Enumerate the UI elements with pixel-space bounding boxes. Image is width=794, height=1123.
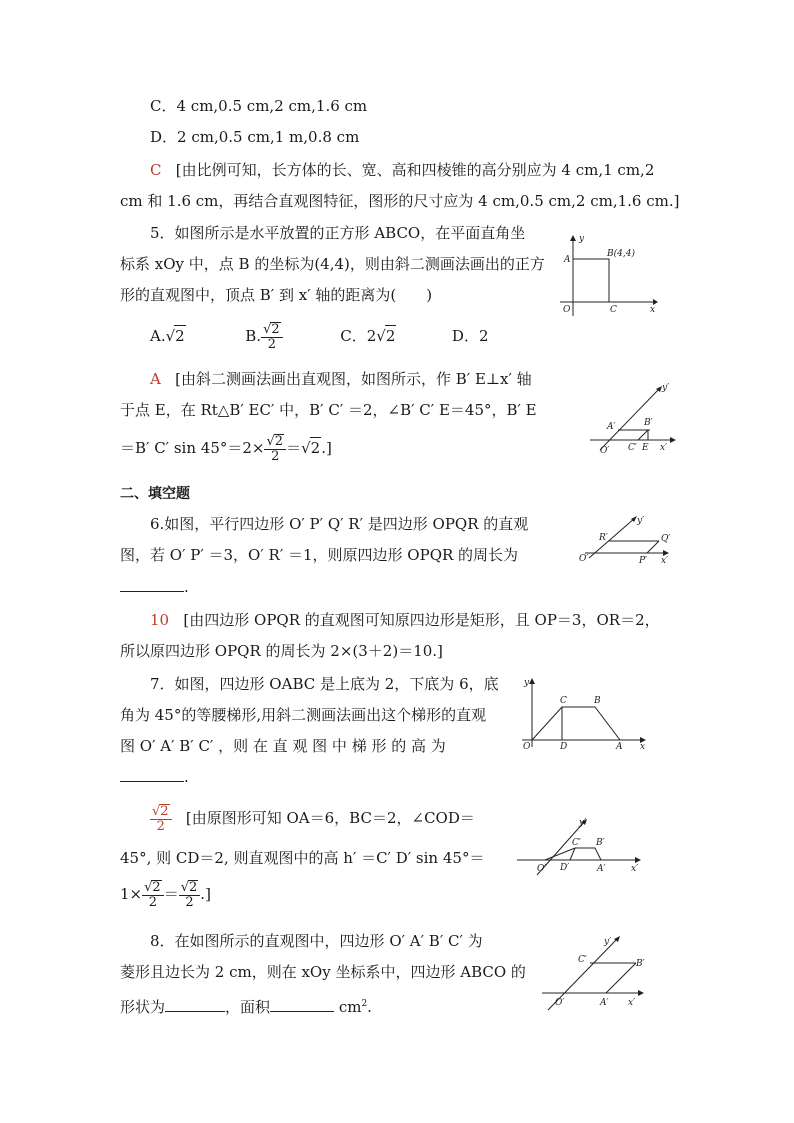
axis-label-x: x [640, 742, 646, 750]
figure-square-abco [555, 232, 660, 320]
point-label-a: A′ [597, 864, 606, 874]
point-label-o: O′ [537, 864, 547, 874]
option-a: A.√2 [150, 327, 185, 345]
axis-label-x: x′ [631, 864, 639, 874]
figure-trapezoid-oabc [520, 675, 650, 750]
question-8-line-2: 菱形且边长为 2 cm，则在 xOy 坐标系中，四边形 ABCO 的 [120, 963, 526, 981]
question-7-line-3: 图 O′ A′ B′ C′ ，则 在 直 观 图 中 梯 形 的 高 为 [120, 737, 446, 755]
question-7-line-4: . [120, 767, 189, 787]
point-label-o: O [523, 742, 531, 750]
question-5-line-1: 5．如图所示是水平放置的正方形 ABCO，在平面直角坐 [150, 224, 526, 242]
figure-oblique-square [590, 380, 680, 458]
figure-parallelogram-opqr [577, 513, 672, 568]
answer-value: $\frac{√2}{2}$ [150, 804, 172, 834]
point-label-o: O′ [600, 446, 610, 456]
figure-oblique-trapezoid [515, 815, 645, 880]
point-label-b: B [594, 696, 601, 706]
option-b: B. $\frac{√2}{2}$ [245, 327, 282, 345]
answer-4-line-1 [150, 160, 654, 180]
point-label-b: B′ [636, 959, 645, 969]
point-label-c: C′ [572, 838, 581, 848]
answer-5-line-1: A [由斜二测画法画出直观图，如图所示，作 B′ E⊥x′ 轴 [150, 370, 532, 388]
point-label-q: Q′ [661, 534, 671, 544]
section-title: 二、填空题 [120, 486, 190, 502]
answer-text: [由比例可知，长方体的长、宽、高和四棱锥的高分别应为 4 cm,1 cm,2 [175, 161, 655, 179]
answer-blank[interactable] [120, 577, 184, 592]
answer-7-line-2: 45°, 则 CD＝2, 则直观图中的高 h′ ＝C′ D′ sin 45°＝ [120, 849, 485, 867]
area-answer-blank[interactable] [270, 997, 334, 1012]
answer-value: 10 [150, 611, 170, 629]
point-label-r: R′ [599, 533, 608, 543]
answer-letter: C [150, 161, 162, 179]
axis-label-y: y′ [579, 818, 587, 828]
question-5-options [150, 322, 489, 352]
answer-6-line-1: 10 [由四边形 OPQR 的直观图可知原四边形是矩形，且 OP＝3，OR＝2， [150, 611, 660, 629]
point-label-b: B′ [644, 418, 653, 428]
point-label-d: D′ [560, 863, 570, 873]
question-8-line-3: 形状为 ，面积 $cm^2$. [120, 998, 372, 1016]
axis-label-x: x′ [661, 556, 669, 566]
axis-label-x: x′ [628, 998, 636, 1008]
axis-label-y: y [524, 678, 530, 688]
option-c: C．4 cm,0.5 cm,2 cm,1.6 cm [150, 97, 368, 115]
question-7-line-1: 7．如图，四边形 OABC 是上底为 2，下底为 6，底 [150, 675, 499, 693]
answer-6-line-2: 所以原四边形 OPQR 的周长为 2×(3＋2)＝10.] [120, 642, 443, 660]
point-label-a: A [564, 255, 571, 265]
point-label-a: A′ [607, 422, 616, 432]
point-label-p: P′ [639, 556, 648, 566]
answer-7-line-1: $\frac{√2}{2}$ [由原图形可知 OA＝6，BC＝2，∠COD＝ [152, 804, 475, 834]
axis-label-x: x [650, 305, 656, 315]
point-label-o: O′ [579, 554, 589, 564]
answer-5-line-2: 于点 E，在 Rt△B′ EC′ 中，B′ C′ ＝2，∠B′ C′ E＝45°，B′ E [120, 401, 537, 419]
shape-answer-blank[interactable] [165, 997, 225, 1012]
answer-5-line-3: ＝B′ C′ sin 45°＝2× $\frac{√2}{2}$ ＝√2.] [120, 434, 332, 464]
point-label-e: E [642, 443, 649, 453]
point-label-c: C [560, 696, 567, 706]
point-label-c: C′ [628, 443, 637, 453]
point-label-b: B(4,4) [607, 249, 635, 259]
question-7-line-2: 角为 45°的等腰梯形,用斜二测画法画出这个梯形的直观 [120, 706, 487, 724]
option-d: D．2 [451, 327, 489, 345]
figure-rhombus-oabc [540, 930, 650, 1015]
point-label-o: O′ [555, 998, 565, 1008]
question-8-line-1: 8．在如图所示的直观图中，四边形 O′ A′ B′ C′ 为 [150, 932, 483, 950]
point-label-b: B′ [596, 838, 605, 848]
answer-4-line-2: cm 和 1.6 cm，再结合直观图特征，图形的尺寸应为 4 cm,0.5 cm,2 cm,1.6 cm.] [120, 192, 680, 210]
option-d: D．2 cm,0.5 cm,1 m,0.8 cm [150, 128, 360, 146]
point-label-d: D [560, 742, 568, 750]
answer-blank[interactable] [120, 767, 184, 782]
question-5-line-2: 标系 xOy 中，点 B 的坐标为(4,4)，则由斜二测画法画出的正方 [120, 255, 545, 273]
point-label-c: C [610, 305, 617, 315]
point-label-o: O [563, 305, 571, 315]
question-6-line-3: . [120, 577, 189, 597]
option-c: C．2√2 [340, 327, 396, 345]
question-6-line-1: 6.如图，平行四边形 O′ P′ Q′ R′ 是四边形 OPQR 的直观 [150, 515, 529, 533]
axis-label-y: y′ [662, 383, 670, 393]
axis-label-y: y′ [604, 937, 612, 947]
question-6-line-2: 图，若 O′ P′ ＝3，O′ R′ ＝1，则原四边形 OPQR 的周长为 [120, 546, 519, 564]
axis-label-y: y′ [637, 516, 645, 526]
answer-7-line-3: 1× $\frac{√2}{2}$ ＝ $\frac{√2}{2}$ .] [120, 880, 211, 910]
axis-label-y: y [579, 234, 585, 244]
point-label-a: A′ [600, 998, 609, 1008]
point-label-c: C′ [578, 955, 587, 965]
point-label-a: A [616, 742, 623, 750]
answer-letter: A [150, 370, 161, 388]
question-5-line-3: 形的直观图中，顶点 B′ 到 x′ 轴的距离为( ) [120, 286, 433, 304]
axis-label-x: x′ [660, 443, 668, 453]
